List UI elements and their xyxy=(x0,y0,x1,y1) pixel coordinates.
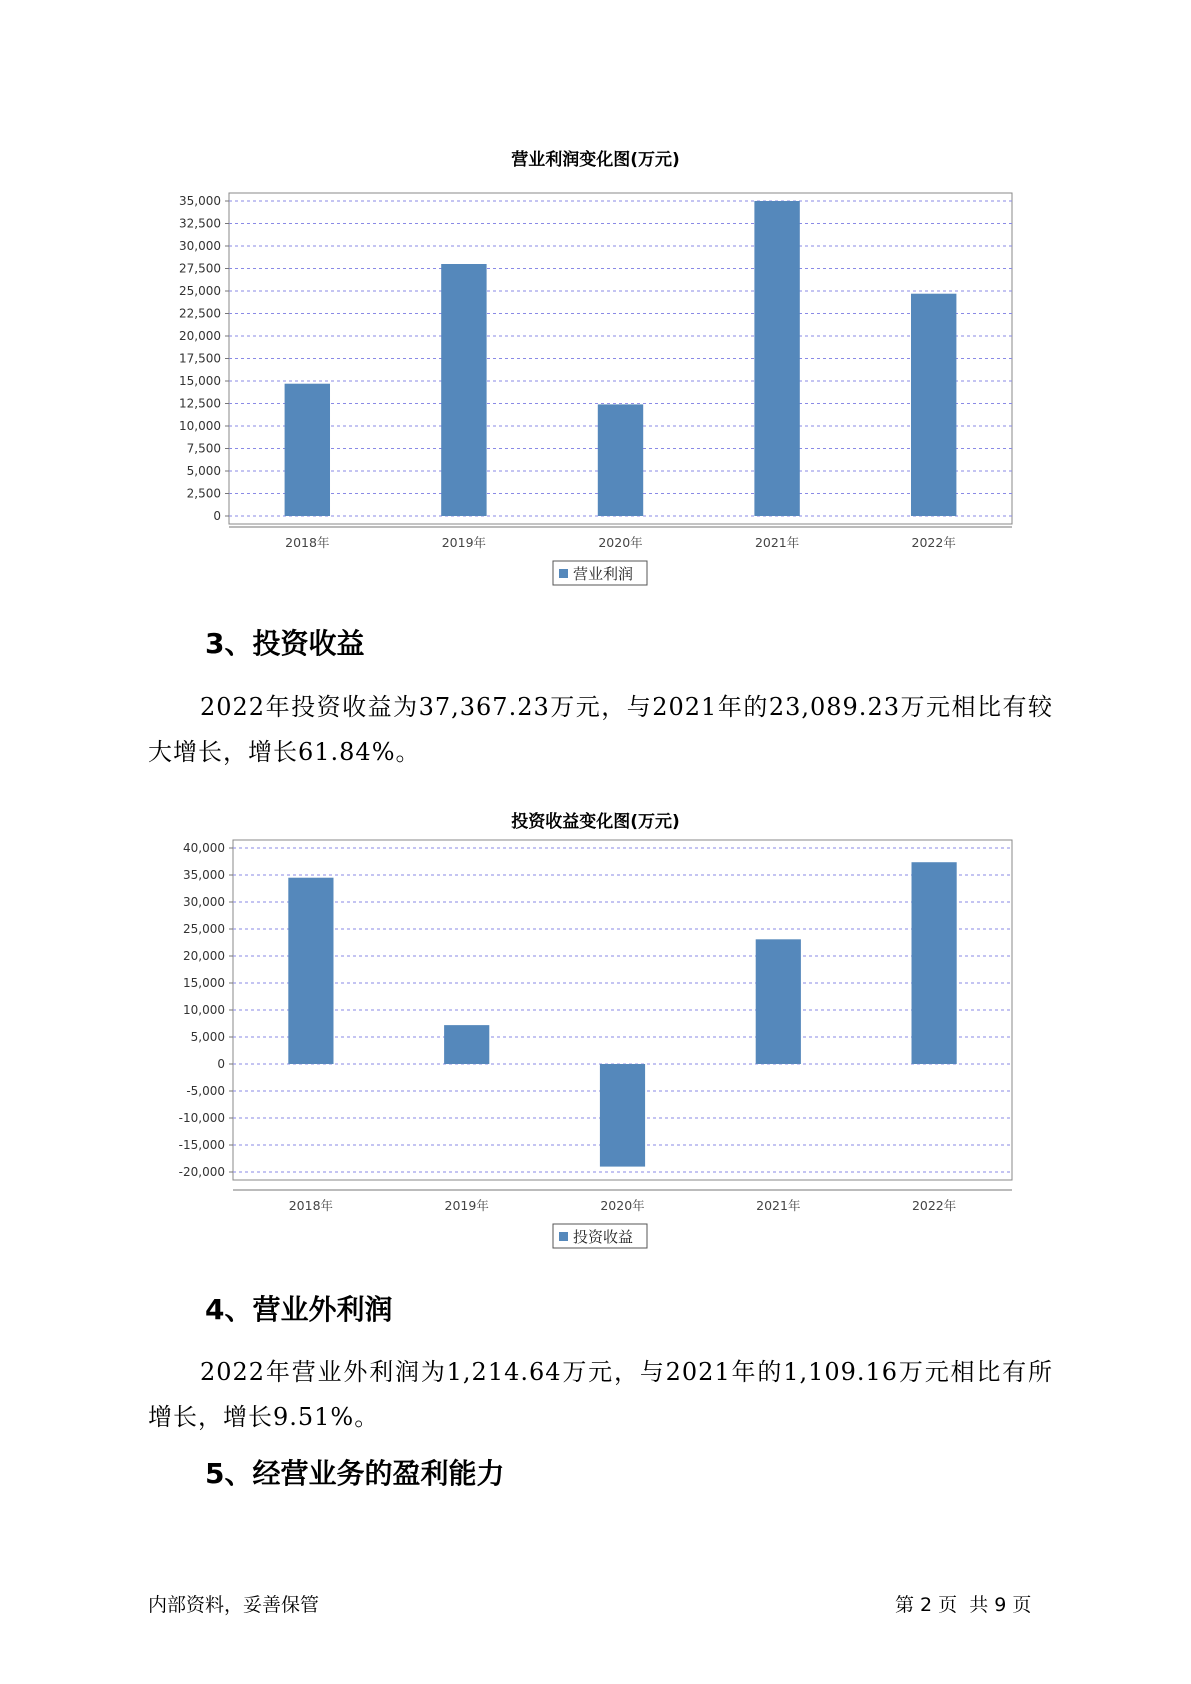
section-heading-investment: 3、投资收益 xyxy=(205,627,365,660)
x-tick-label: 2022年 xyxy=(911,1198,957,1213)
bar xyxy=(444,1025,489,1064)
x-tick-label: 2021年 xyxy=(754,535,800,550)
chart-title-operating-profit: 营业利润变化图(万元) xyxy=(511,150,680,170)
legend-label: 投资收益 xyxy=(573,1228,634,1246)
y-tick-label: 0 xyxy=(217,1057,225,1071)
x-tick-label: 2019年 xyxy=(441,535,487,550)
legend-label: 营业利润 xyxy=(573,565,634,583)
y-tick-label: 27,500 xyxy=(179,261,221,276)
y-tick-label: -10,000 xyxy=(178,1111,225,1125)
x-tick-label: 2022年 xyxy=(911,535,956,550)
y-tick-label: -15,000 xyxy=(178,1138,225,1152)
y-tick-label: 5,000 xyxy=(190,1030,225,1044)
x-tick-label: 2020年 xyxy=(598,535,643,550)
x-tick-label: 2021年 xyxy=(756,1198,801,1213)
y-tick-label: 17,500 xyxy=(179,351,221,366)
nonoperating-paragraph: 2022年营业外利润为1,214.64万元，与2021年的1,109.16万元相比有所增长，增长9.51%。 xyxy=(148,1358,1053,1431)
bar xyxy=(912,862,957,1064)
y-tick-label: 0 xyxy=(213,509,221,523)
bar xyxy=(756,939,801,1064)
x-tick-label: 2019年 xyxy=(444,1198,489,1213)
footer-page-number: 第 2 页 共 9 页 xyxy=(895,1594,1032,1616)
bar xyxy=(288,878,333,1064)
section-heading-profitability: 5、经营业务的盈利能力 xyxy=(205,1457,505,1490)
y-tick-label: 25,000 xyxy=(183,922,225,936)
legend-swatch xyxy=(559,1232,568,1241)
x-tick-label: 2018年 xyxy=(285,535,330,550)
y-tick-label: 20,000 xyxy=(183,949,225,963)
y-tick-label: 35,000 xyxy=(179,194,221,208)
y-tick-label: 12,500 xyxy=(179,396,221,411)
chart-title-investment-income: 投资收益变化图(万元) xyxy=(511,812,680,832)
y-tick-label: 35,000 xyxy=(183,868,225,882)
y-tick-label: 10,000 xyxy=(183,1003,225,1017)
y-tick-label: 20,000 xyxy=(179,329,221,343)
footer-confidential-note: 内部资料，妥善保管 xyxy=(148,1594,320,1616)
investment-paragraph: 2022年投资收益为37,367.23万元，与2021年的23,089.23万元相比有较大增长，增长61.84%。 xyxy=(148,693,1053,766)
y-tick-label: 10,000 xyxy=(179,419,221,433)
x-tick-label: 2020年 xyxy=(600,1198,645,1213)
y-tick-label: 7,500 xyxy=(186,441,221,456)
y-tick-label: 32,500 xyxy=(179,216,221,231)
y-tick-label: -5,000 xyxy=(186,1084,225,1098)
y-tick-label: 30,000 xyxy=(179,239,221,253)
y-tick-label: -20,000 xyxy=(178,1165,225,1179)
y-tick-label: 2,500 xyxy=(186,486,221,501)
y-tick-label: 15,000 xyxy=(179,374,221,388)
y-tick-label: 40,000 xyxy=(183,841,225,855)
y-tick-label: 5,000 xyxy=(186,464,221,478)
section-heading-nonoperating: 4、营业外利润 xyxy=(205,1293,393,1326)
y-tick-label: 25,000 xyxy=(179,284,221,298)
x-tick-label: 2018年 xyxy=(288,1198,334,1213)
y-tick-label: 22,500 xyxy=(179,306,221,321)
bar xyxy=(600,1064,645,1167)
y-tick-label: 30,000 xyxy=(183,895,225,909)
y-tick-label: 15,000 xyxy=(183,976,225,990)
